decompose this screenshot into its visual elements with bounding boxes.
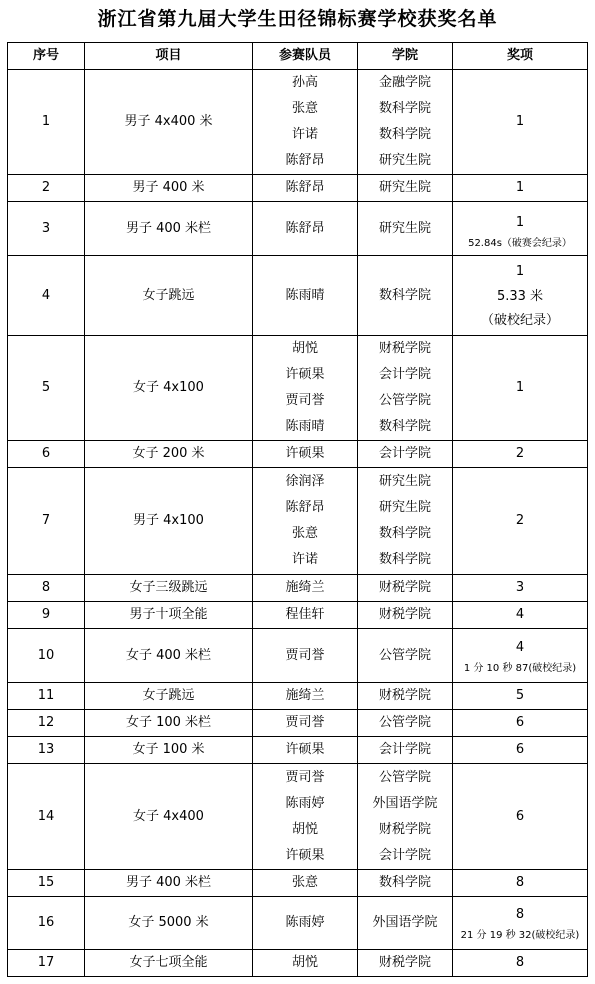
athlete-name: 贾司誉	[285, 769, 325, 785]
event-name: 女子 100 米栏	[125, 715, 212, 730]
header-cell-college: 学院	[358, 43, 453, 70]
event-cell	[85, 336, 253, 441]
athletes-cell	[253, 764, 358, 870]
award-note: 5.33 米	[496, 288, 544, 304]
row-number: 9	[41, 607, 51, 622]
event-cell	[85, 950, 253, 977]
athlete-name: 胡悦	[291, 955, 318, 970]
row-number-cell	[8, 175, 85, 202]
athlete-name: 孙高	[291, 75, 318, 90]
award-cell	[453, 950, 588, 977]
header-row	[8, 43, 588, 70]
athletes-cell	[253, 468, 358, 575]
row-number: 6	[41, 446, 51, 461]
event-cell	[85, 602, 253, 629]
event-cell	[85, 737, 253, 764]
award-rank: 1	[515, 114, 525, 129]
event-cell	[85, 629, 253, 683]
event-name: 女子 4x400	[133, 808, 204, 824]
row-number-cell	[8, 870, 85, 897]
athlete-name: 胡悦	[291, 821, 318, 837]
row-number-cell	[8, 683, 85, 710]
row-number: 1	[41, 114, 51, 129]
college-cell	[358, 468, 453, 575]
college-name: 财税学院	[378, 341, 431, 356]
table-row	[8, 737, 588, 764]
row-number: 16	[37, 915, 55, 930]
college-name: 财税学院	[378, 607, 431, 622]
event-name: 女子 100 米	[132, 742, 205, 757]
athletes-cell	[253, 870, 358, 897]
row-number: 10	[37, 647, 55, 663]
event-name: 男子十项全能	[129, 607, 208, 622]
row-number-cell	[8, 441, 85, 468]
college-cell	[358, 683, 453, 710]
header-cell-athletes: 参赛队员	[253, 43, 358, 70]
table-row	[8, 202, 588, 256]
row-number-cell	[8, 575, 85, 602]
row-number: 15	[37, 875, 55, 890]
table-row	[8, 710, 588, 737]
athletes-cell	[253, 737, 358, 764]
award-note: （破校纪录）	[480, 312, 559, 328]
college-name: 公管学院	[378, 393, 431, 408]
award-rank: 3	[515, 580, 525, 595]
athletes-cell	[253, 336, 358, 441]
college-name: 公管学院	[378, 647, 431, 663]
college-cell	[358, 737, 453, 764]
award-cell	[453, 256, 588, 336]
college-name: 数科学院	[378, 419, 431, 434]
award-cell	[453, 870, 588, 897]
college-name: 会计学院	[378, 742, 431, 757]
college-name: 公管学院	[378, 769, 431, 785]
event-name: 女子跳远	[142, 287, 195, 303]
row-number-cell	[8, 950, 85, 977]
table-row	[8, 897, 588, 950]
athlete-name: 陈雨婷	[285, 915, 325, 930]
college-name: 研究生院	[378, 153, 431, 168]
event-cell	[85, 441, 253, 468]
awards-table	[7, 42, 588, 977]
award-rank: 1	[515, 263, 525, 279]
event-name: 女子 5000 米	[128, 915, 209, 930]
award-rank: 2	[515, 446, 525, 461]
row-number: 5	[41, 380, 51, 395]
athletes-cell	[253, 202, 358, 256]
event-name: 女子 4x100	[133, 380, 204, 395]
row-number-cell	[8, 764, 85, 870]
row-number-cell	[8, 629, 85, 683]
athlete-name: 张意	[291, 875, 318, 890]
athlete-name: 许硕果	[285, 742, 325, 757]
athletes-cell	[253, 897, 358, 950]
event-name: 女子三级跳远	[129, 580, 208, 595]
college-cell	[358, 629, 453, 683]
table-row	[8, 629, 588, 683]
athlete-name: 陈雨晴	[285, 419, 325, 434]
college-cell	[358, 950, 453, 977]
header-cell-award: 奖项	[453, 43, 588, 70]
award-cell	[453, 441, 588, 468]
athlete-name: 陈舒昂	[285, 500, 325, 515]
athletes-cell	[253, 602, 358, 629]
award-cell	[453, 468, 588, 575]
event-cell	[85, 764, 253, 870]
athletes-cell	[253, 175, 358, 202]
athlete-name: 贾司誉	[285, 715, 325, 730]
event-cell	[85, 897, 253, 950]
college-cell	[358, 602, 453, 629]
college-name: 外国语学院	[372, 795, 438, 811]
athlete-name: 张意	[291, 101, 318, 116]
row-number-cell	[8, 336, 85, 441]
athlete-name: 张意	[291, 526, 318, 541]
table-row	[8, 870, 588, 897]
athlete-name: 许诺	[291, 127, 318, 142]
athlete-name: 程佳轩	[285, 607, 325, 622]
table-row	[8, 602, 588, 629]
award-rank: 8	[515, 875, 525, 890]
award-cell	[453, 336, 588, 441]
college-name: 研究生院	[378, 180, 431, 195]
row-number-cell	[8, 737, 85, 764]
athlete-name: 施绮兰	[285, 580, 325, 595]
college-name: 研究生院	[378, 220, 431, 236]
college-cell	[358, 870, 453, 897]
event-cell	[85, 70, 253, 175]
college-cell	[358, 70, 453, 175]
row-number-cell	[8, 468, 85, 575]
award-rank: 8	[515, 955, 525, 970]
event-name: 女子跳远	[142, 688, 195, 703]
college-name: 财税学院	[378, 955, 431, 970]
award-note: 21 分 19 秒 32(破校纪录)	[460, 930, 580, 941]
event-cell	[85, 870, 253, 897]
college-name: 数科学院	[378, 101, 431, 116]
row-number-cell	[8, 202, 85, 256]
event-name: 男子 4x400 米	[124, 114, 213, 129]
college-name: 财税学院	[378, 821, 431, 837]
athletes-cell	[253, 710, 358, 737]
table-row	[8, 683, 588, 710]
award-cell	[453, 737, 588, 764]
athlete-name: 陈舒昂	[285, 180, 325, 195]
award-cell	[453, 575, 588, 602]
college-name: 数科学院	[378, 552, 431, 567]
college-name: 数科学院	[378, 287, 431, 303]
table-row	[8, 468, 588, 575]
table-row	[8, 175, 588, 202]
row-number-cell	[8, 256, 85, 336]
college-cell	[358, 202, 453, 256]
event-cell	[85, 575, 253, 602]
row-number: 7	[41, 513, 51, 528]
award-cell	[453, 683, 588, 710]
event-name: 女子 400 米栏	[125, 647, 212, 663]
table-row	[8, 256, 588, 336]
award-rank: 1	[515, 214, 525, 230]
row-number: 4	[41, 287, 51, 303]
row-number: 11	[37, 688, 55, 703]
row-number: 14	[37, 808, 55, 824]
table-row	[8, 441, 588, 468]
college-name: 会计学院	[378, 367, 431, 382]
table-body	[8, 70, 588, 977]
row-number-cell	[8, 70, 85, 175]
athlete-name: 许硕果	[285, 446, 325, 461]
document-title: 浙江省第九届大学生田径锦标赛学校获奖名单	[97, 8, 498, 30]
college-cell	[358, 441, 453, 468]
award-rank: 2	[515, 513, 525, 528]
award-note: 1 分 10 秒 87(破校纪录)	[463, 662, 577, 674]
event-name: 男子 400 米	[132, 180, 205, 195]
event-name: 男子 4x100	[133, 513, 204, 528]
athlete-name: 贾司誉	[285, 647, 325, 663]
header-cell-event: 项目	[85, 43, 253, 70]
athlete-name: 许硕果	[285, 847, 325, 863]
college-name: 数科学院	[378, 127, 431, 142]
athletes-cell	[253, 256, 358, 336]
athlete-name: 许诺	[291, 552, 318, 567]
college-cell	[358, 897, 453, 950]
award-note: 52.84s（破赛会纪录）	[468, 237, 572, 249]
college-name: 研究生院	[378, 500, 431, 515]
event-name: 女子七项全能	[129, 955, 208, 970]
college-name: 会计学院	[378, 847, 431, 863]
event-cell	[85, 710, 253, 737]
row-number: 8	[41, 580, 51, 595]
athlete-name: 陈雨晴	[285, 287, 325, 303]
row-number: 17	[37, 955, 55, 970]
college-name: 金融学院	[378, 75, 431, 90]
athletes-cell	[253, 629, 358, 683]
award-rank: 6	[515, 715, 525, 730]
athlete-name: 许硕果	[285, 367, 325, 382]
row-number: 3	[41, 220, 51, 236]
award-cell	[453, 764, 588, 870]
award-cell	[453, 710, 588, 737]
award-rank: 6	[515, 808, 525, 824]
athlete-name: 施绮兰	[285, 688, 325, 703]
college-name: 财税学院	[378, 688, 431, 703]
college-name: 研究生院	[378, 474, 431, 489]
award-rank: 1	[515, 380, 525, 395]
athlete-name: 陈舒昂	[285, 220, 325, 236]
event-name: 女子 200 米	[132, 446, 205, 461]
award-rank: 5	[515, 688, 525, 703]
row-number-cell	[8, 897, 85, 950]
table-row	[8, 336, 588, 441]
college-cell	[358, 710, 453, 737]
event-cell	[85, 175, 253, 202]
athlete-name: 徐润泽	[285, 474, 325, 489]
event-cell	[85, 683, 253, 710]
event-name: 男子 400 米栏	[125, 875, 212, 890]
college-cell	[358, 764, 453, 870]
award-rank: 8	[515, 907, 525, 922]
row-number: 2	[41, 180, 51, 195]
award-cell	[453, 202, 588, 256]
row-number: 13	[37, 742, 55, 757]
event-cell	[85, 468, 253, 575]
athlete-name: 陈雨婷	[285, 795, 325, 811]
award-cell	[453, 602, 588, 629]
college-name: 外国语学院	[372, 915, 438, 930]
college-cell	[358, 256, 453, 336]
award-cell	[453, 629, 588, 683]
award-cell	[453, 897, 588, 950]
college-cell	[358, 575, 453, 602]
header-cell-no: 序号	[8, 43, 85, 70]
college-name: 会计学院	[378, 446, 431, 461]
row-number-cell	[8, 710, 85, 737]
table-row	[8, 575, 588, 602]
table-row	[8, 764, 588, 870]
award-rank: 4	[515, 607, 525, 622]
event-cell	[85, 256, 253, 336]
award-cell	[453, 175, 588, 202]
athletes-cell	[253, 683, 358, 710]
row-number: 12	[37, 715, 55, 730]
athletes-cell	[253, 70, 358, 175]
table-row	[8, 950, 588, 977]
award-rank: 6	[515, 742, 525, 757]
table-row	[8, 70, 588, 175]
college-name: 财税学院	[378, 580, 431, 595]
athlete-name: 胡悦	[291, 341, 318, 356]
college-cell	[358, 336, 453, 441]
award-rank: 4	[515, 639, 525, 655]
college-name: 数科学院	[378, 526, 431, 541]
athletes-cell	[253, 441, 358, 468]
award-rank: 1	[515, 180, 525, 195]
athletes-cell	[253, 950, 358, 977]
athlete-name: 陈舒昂	[285, 153, 325, 168]
event-name: 男子 400 米栏	[125, 220, 212, 236]
event-cell	[85, 202, 253, 256]
athletes-cell	[253, 575, 358, 602]
college-cell	[358, 175, 453, 202]
athlete-name: 贾司誉	[285, 393, 325, 408]
row-number-cell	[8, 602, 85, 629]
college-name: 公管学院	[378, 715, 431, 730]
award-cell	[453, 70, 588, 175]
college-name: 数科学院	[378, 875, 431, 890]
